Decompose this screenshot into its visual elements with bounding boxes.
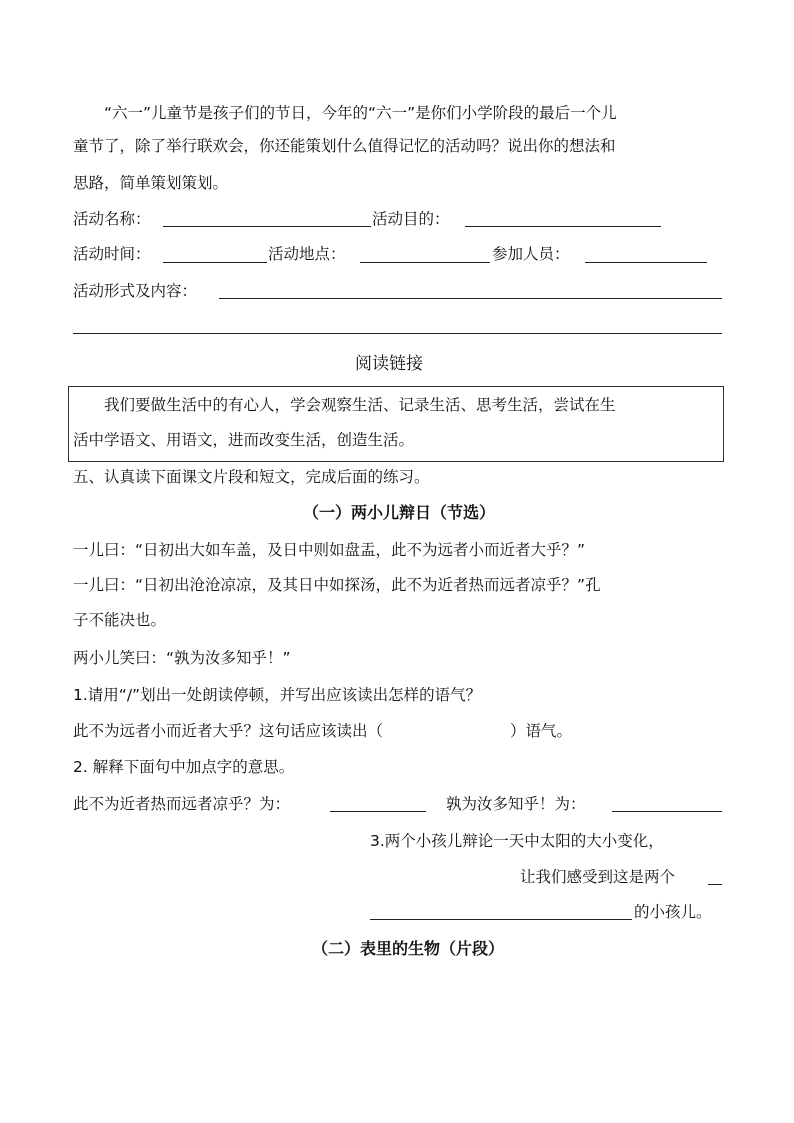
activity-content-blank-2[interactable] bbox=[73, 333, 722, 334]
question-2-part-a: 此不为近者热而远者凉乎？为： bbox=[73, 795, 291, 813]
reading-link-line-2: 活中学语文、用语文，进而改变生活，创造生活。 bbox=[73, 431, 415, 449]
intro-line-2: 童节了，除了举行联欢会，你还能策划什么值得记忆的活动吗？说出你的想法和 bbox=[73, 137, 616, 155]
question-3-line-3: 的小孩儿。 bbox=[634, 903, 712, 921]
intro-line-1: “六一”儿童节是孩子们的节日，今年的“六一”是你们小学阶段的最后一个儿 bbox=[104, 104, 617, 122]
question-2-blank-a[interactable] bbox=[330, 811, 426, 812]
question-2-part-b: 孰为汝多知乎！为： bbox=[446, 795, 586, 813]
question-1-answer-start: 此不为远者小而近者大乎？这句话应该读出（ bbox=[73, 722, 384, 740]
section-5-instruction: 五、认真读下面课文片段和短文，完成后面的练习。 bbox=[73, 468, 430, 486]
activity-goal-label: 活动目的： bbox=[372, 210, 450, 228]
activity-place-label: 活动地点： bbox=[268, 245, 346, 263]
reading-link-heading: 阅读链接 bbox=[355, 354, 423, 374]
question-3-blank-short[interactable] bbox=[708, 884, 722, 885]
question-3-line-2: 让我们感受到这是两个 bbox=[520, 868, 676, 886]
activity-place-blank[interactable] bbox=[360, 262, 490, 263]
passage-line-4: 两小儿笑曰：“孰为汝多知乎！” bbox=[73, 649, 291, 667]
question-1-answer-end: ）语气。 bbox=[510, 722, 573, 740]
question-1: 1.请用“/”划出一处朗读停顿，并写出应该读出怎样的语气？ bbox=[73, 686, 482, 704]
activity-name-blank[interactable] bbox=[163, 226, 371, 227]
activity-content-label: 活动形式及内容： bbox=[73, 282, 198, 300]
intro-line-3: 思路，简单策划策划。 bbox=[73, 174, 229, 192]
activity-goal-blank[interactable] bbox=[465, 226, 661, 227]
passage-line-3: 子不能决也。 bbox=[73, 611, 167, 629]
activity-name-label: 活动名称： bbox=[73, 210, 151, 228]
activity-content-blank-1[interactable] bbox=[219, 298, 722, 299]
passage-line-2: 一儿曰：“日初出沧沧凉凉，及其日中如探汤，此不为近者热而远者凉乎？”孔 bbox=[73, 576, 601, 594]
participants-label: 参加人员： bbox=[492, 245, 570, 263]
part-1-title: （一）两小儿辩日（节选） bbox=[303, 503, 496, 522]
question-3-line-1: 3.两个小孩儿辩论一天中太阳的大小变化， bbox=[370, 832, 664, 850]
participants-blank[interactable] bbox=[585, 262, 707, 263]
question-2: 2. 解释下面句中加点字的意思。 bbox=[73, 758, 295, 776]
question-3-blank-long[interactable] bbox=[370, 919, 632, 920]
activity-time-blank[interactable] bbox=[163, 262, 267, 263]
question-2-blank-b[interactable] bbox=[612, 811, 722, 812]
part-2-title: （二）表里的生物（片段） bbox=[312, 939, 505, 958]
passage-line-1: 一儿曰：“日初出大如车盖，及日中则如盘盂，此不为远者小而近者大乎？” bbox=[73, 541, 586, 559]
reading-link-line-1: 我们要做生活中的有心人，学会观察生活、记录生活、思考生活，尝试在生 bbox=[104, 396, 616, 414]
activity-time-label: 活动时间： bbox=[73, 245, 151, 263]
